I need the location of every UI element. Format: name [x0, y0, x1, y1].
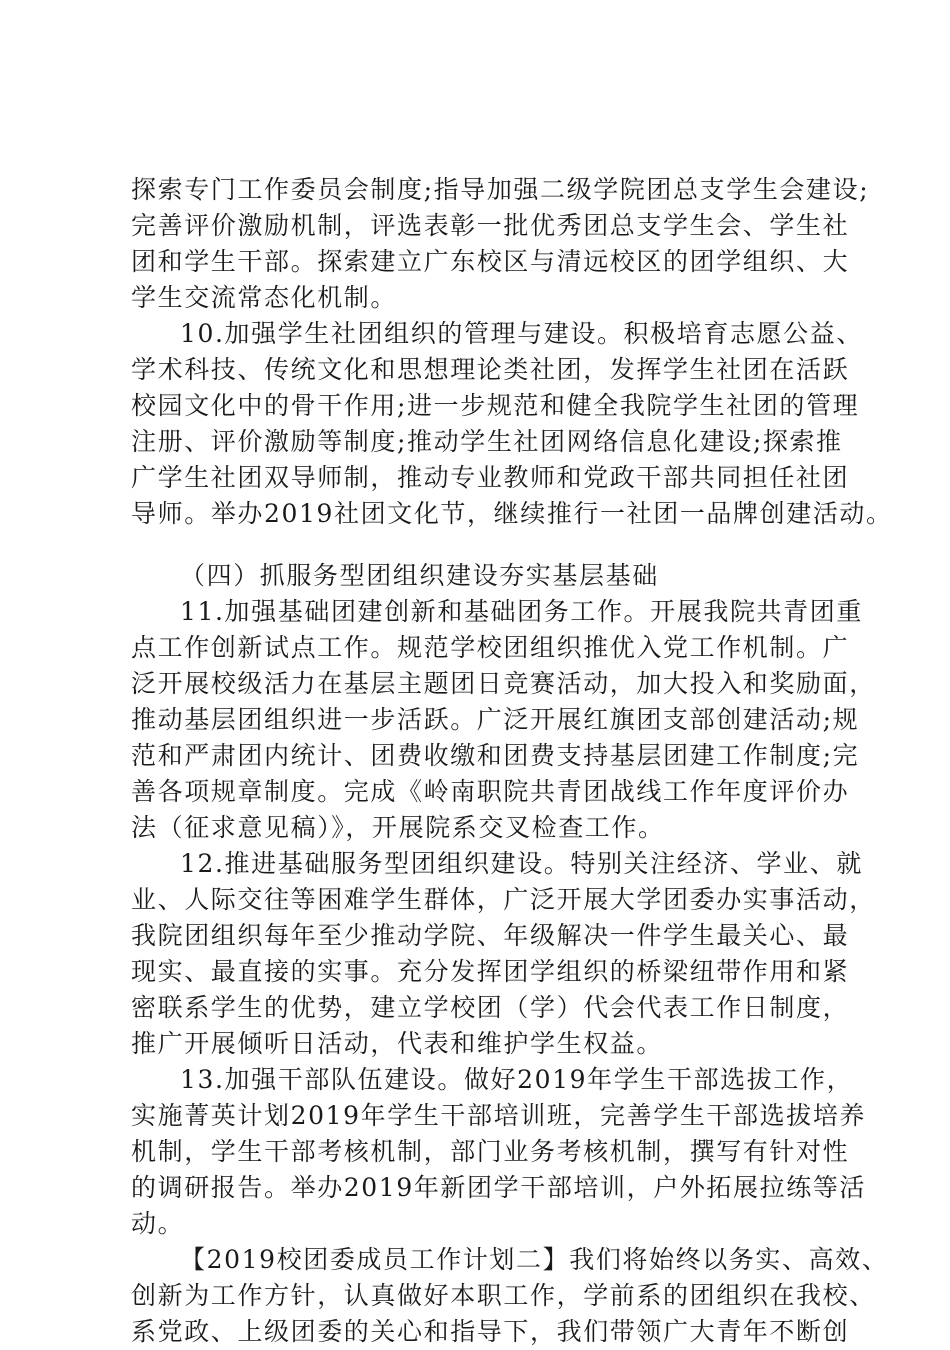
paragraph-line: 密联系学生的优势，建立学校团（学）代会代表工作日制度，	[131, 993, 850, 1022]
paragraph-line: 范和严肃团内统计、团费收缴和团费支持基层团建工作制度;完	[131, 741, 860, 770]
paragraph-line: 系党政、上级团委的关心和指导下，我们带领广大青年不断创	[131, 1317, 850, 1346]
paragraph-line: 12.推进基础服务型团组织建设。特别关注经济、学业、就	[180, 849, 863, 878]
section-heading: （四）抓服务型团组织建设夯实基层基础	[180, 561, 659, 590]
paragraph-line: 广学生社团双导师制，推动专业教师和党政干部共同担任社团	[131, 463, 850, 492]
paragraph-line: 完善评价激励机制，评选表彰一批优秀团总支学生会、学生社	[131, 211, 850, 240]
paragraph-line: 学术科技、传统文化和思想理论类社团，发挥学生社团在活跃	[131, 355, 850, 384]
paragraph-line: 创新为工作方针，认真做好本职工作，学前系的团组织在我校、	[131, 1281, 876, 1310]
paragraph-line: 业、人际交往等困难学生群体，广泛开展大学团委办实事活动，	[131, 885, 876, 914]
paragraph-line: 实施菁英计划2019年学生干部培训班，完善学生干部选拔培养	[131, 1101, 867, 1130]
paragraph-line: 机制，学生干部考核机制，部门业务考核机制，撰写有针对性	[131, 1137, 850, 1166]
paragraph-line: 11.加强基础团建创新和基础团务工作。开展我院共青团重	[180, 597, 863, 626]
paragraph-line: 善各项规章制度。完成《岭南职院共青团战线工作年度评价办	[131, 777, 850, 806]
paragraph-line: 推动基层团组织进一步活跃。广泛开展红旗团支部创建活动;规	[131, 705, 860, 734]
paragraph-line: 的调研报告。举办2019年新团学干部培训，户外拓展拉练等活	[131, 1173, 867, 1202]
paragraph-line: 法（征求意见稿）》，开展院系交叉检查工作。	[131, 813, 665, 842]
paragraph-line: 注册、评价激励等制度;推动学生社团网络信息化建设;探索推	[131, 427, 843, 456]
paragraph-line: 探索专门工作委员会制度;指导加强二级学院团总支学生会建设;	[131, 175, 870, 204]
paragraph-line: 【2019校团委成员工作计划二】我们将始终以务实、高效、	[180, 1245, 889, 1274]
paragraph-line: 团和学生干部。探索建立广东校区与清远校区的团学组织、大	[131, 247, 850, 276]
paragraph-line: 我院团组织每年至少推动学院、年级解决一件学生最关心、最	[131, 921, 850, 950]
paragraph-line: 13.加强干部队伍建设。做好2019年学生干部选拔工作，	[180, 1065, 854, 1094]
paragraph-line: 导师。举办2019社团文化节，继续推行一社团一品牌创建活动。	[131, 499, 893, 528]
paragraph-line: 点工作创新试点工作。规范学校团组织推优入党工作机制。广	[131, 633, 850, 662]
paragraph-line: 现实、最直接的实事。充分发挥团学组织的桥梁纽带作用和紧	[131, 957, 850, 986]
paragraph-line: 校园文化中的骨干作用;进一步规范和健全我院学生社团的管理	[131, 391, 860, 420]
paragraph-line: 10.加强学生社团组织的管理与建设。积极培育志愿公益、	[180, 319, 863, 348]
paragraph-line: 动。	[131, 1209, 185, 1238]
paragraph-line: 学生交流常态化机制。	[131, 283, 398, 312]
paragraph-line: 推广开展倾听日活动，代表和维护学生权益。	[131, 1029, 664, 1058]
paragraph-line: 泛开展校级活力在基层主题团日竞赛活动，加大投入和奖励面，	[131, 669, 876, 698]
